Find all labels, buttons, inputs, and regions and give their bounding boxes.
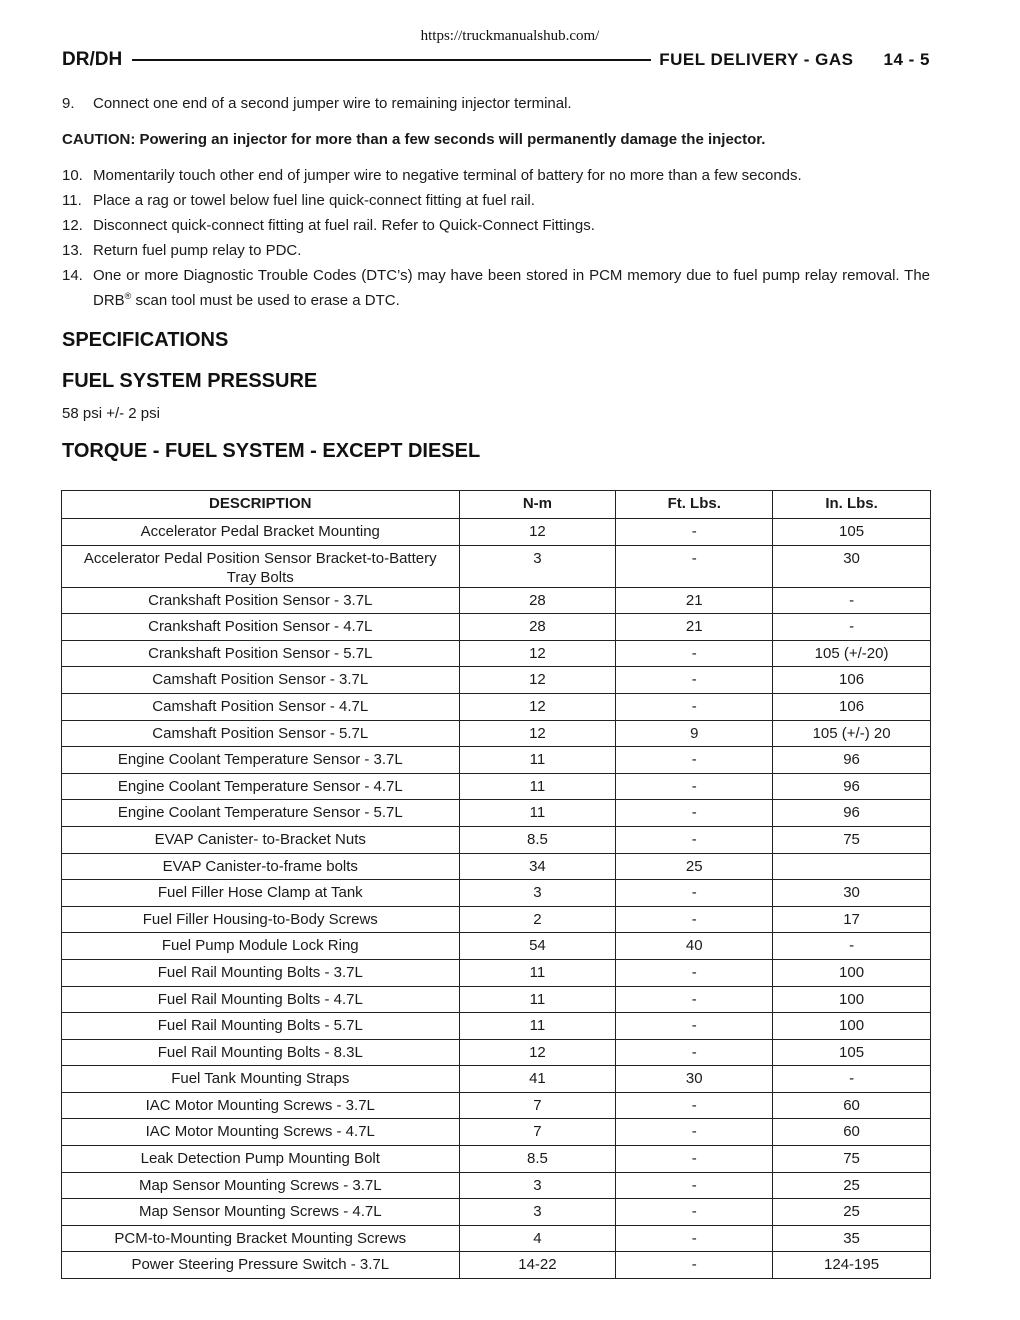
in-lbs-cell: 96	[773, 773, 931, 800]
in-lbs-cell: -	[773, 614, 931, 641]
description-cell: Fuel Tank Mounting Straps	[62, 1066, 460, 1093]
table-row	[62, 1225, 931, 1252]
nm-cell: 7	[459, 1119, 616, 1146]
in-lbs-cell: 100	[773, 1013, 931, 1040]
step-text-part: scan tool must be used to erase a DTC.	[131, 292, 400, 309]
in-lbs-cell: -	[773, 1066, 931, 1093]
description-cell: Accelerator Pedal Position Sensor Bracket-to-Battery Tray Bolts	[62, 545, 460, 587]
description-cell: Camshaft Position Sensor - 3.7L	[62, 667, 460, 694]
table-row	[62, 1119, 931, 1146]
nm-cell: 11	[459, 773, 616, 800]
step-text	[93, 266, 930, 311]
fuel-pressure-value: 58 psi +/- 2 psi	[62, 405, 160, 422]
description-cell: Map Sensor Mounting Screws - 3.7L	[62, 1172, 460, 1199]
ft-lbs-cell: 25	[616, 853, 773, 880]
section-title: FUEL DELIVERY - GAS	[659, 50, 854, 69]
table-row	[62, 853, 931, 880]
column-header-description: DESCRIPTION	[62, 491, 460, 519]
step-number: 11.	[62, 192, 82, 209]
in-lbs-cell: 17	[773, 906, 931, 933]
nm-cell: 11	[459, 986, 616, 1013]
registered-mark: ®	[124, 291, 132, 301]
in-lbs-cell: 100	[773, 986, 931, 1013]
table-row	[62, 959, 931, 986]
step-text-part: One or more Diagnostic Trouble Codes (DTC’s) may have been stored in PCM memory due to fuel pump relay removal. The DRB	[93, 267, 930, 309]
description-cell: Engine Coolant Temperature Sensor - 4.7L	[62, 773, 460, 800]
column-header-in-lbs: In. Lbs.	[773, 491, 931, 519]
in-lbs-cell: 105	[773, 1039, 931, 1066]
description-cell: EVAP Canister- to-Bracket Nuts	[62, 826, 460, 853]
ft-lbs-cell: -	[616, 1092, 773, 1119]
ft-lbs-cell: -	[616, 1119, 773, 1146]
table-row	[62, 1146, 931, 1173]
nm-cell: 7	[459, 1092, 616, 1119]
in-lbs-cell: 106	[773, 693, 931, 720]
step-text: Momentarily touch other end of jumper wire to negative terminal of battery for no more than a few seconds.	[93, 167, 802, 184]
table-row	[62, 720, 931, 747]
in-lbs-cell: 75	[773, 1146, 931, 1173]
ft-lbs-cell: -	[616, 693, 773, 720]
step-text: Connect one end of a second jumper wire to remaining injector terminal.	[93, 95, 572, 112]
step-11	[62, 191, 930, 211]
ft-lbs-cell: -	[616, 545, 773, 587]
table-row	[62, 519, 931, 546]
nm-cell: 12	[459, 667, 616, 694]
description-cell: Camshaft Position Sensor - 4.7L	[62, 693, 460, 720]
in-lbs-cell: -	[773, 587, 931, 614]
in-lbs-cell: 25	[773, 1172, 931, 1199]
description-cell: EVAP Canister-to-frame bolts	[62, 853, 460, 880]
in-lbs-cell: 30	[773, 545, 931, 587]
torque-spec-table	[61, 490, 931, 1279]
step-number: 14.	[62, 267, 83, 284]
table-header-row	[62, 491, 931, 519]
nm-cell: 11	[459, 800, 616, 827]
table-row	[62, 1039, 931, 1066]
nm-cell: 12	[459, 640, 616, 667]
description-cell: IAC Motor Mounting Screws - 3.7L	[62, 1092, 460, 1119]
nm-cell: 11	[459, 747, 616, 774]
nm-cell: 4	[459, 1225, 616, 1252]
nm-cell: 28	[459, 614, 616, 641]
table-row	[62, 1013, 931, 1040]
in-lbs-cell: -	[773, 933, 931, 960]
step-text: Place a rag or towel below fuel line quick-connect fitting at fuel rail.	[93, 192, 535, 209]
table-row	[62, 640, 931, 667]
nm-cell: 28	[459, 587, 616, 614]
ft-lbs-cell: 21	[616, 587, 773, 614]
description-cell: Fuel Pump Module Lock Ring	[62, 933, 460, 960]
ft-lbs-cell: -	[616, 959, 773, 986]
ft-lbs-cell: -	[616, 1146, 773, 1173]
nm-cell: 11	[459, 1013, 616, 1040]
nm-cell: 11	[459, 959, 616, 986]
description-cell: Fuel Rail Mounting Bolts - 4.7L	[62, 986, 460, 1013]
in-lbs-cell: 96	[773, 800, 931, 827]
ft-lbs-cell: -	[616, 519, 773, 546]
in-lbs-cell: 96	[773, 747, 931, 774]
table-row	[62, 1252, 931, 1279]
in-lbs-cell: 105 (+/-20)	[773, 640, 931, 667]
model-code: DR/DH	[62, 49, 123, 70]
description-cell: Engine Coolant Temperature Sensor - 5.7L	[62, 800, 460, 827]
table-row	[62, 773, 931, 800]
ft-lbs-cell: -	[616, 826, 773, 853]
table-row	[62, 1066, 931, 1093]
nm-cell: 3	[459, 1172, 616, 1199]
description-cell: Crankshaft Position Sensor - 3.7L	[62, 587, 460, 614]
column-header-nm: N-m	[459, 491, 616, 519]
page-number: 14 - 5	[883, 50, 930, 69]
description-cell: Engine Coolant Temperature Sensor - 3.7L	[62, 747, 460, 774]
description-cell: IAC Motor Mounting Screws - 4.7L	[62, 1119, 460, 1146]
step-text: Disconnect quick-connect fitting at fuel rail. Refer to Quick-Connect Fittings.	[93, 217, 595, 234]
table-body	[62, 519, 931, 1279]
ft-lbs-cell: -	[616, 640, 773, 667]
ft-lbs-cell: -	[616, 800, 773, 827]
page-header	[62, 47, 930, 73]
in-lbs-cell: 75	[773, 826, 931, 853]
ft-lbs-cell: -	[616, 1039, 773, 1066]
nm-cell: 12	[459, 693, 616, 720]
description-cell: Fuel Rail Mounting Bolts - 3.7L	[62, 959, 460, 986]
nm-cell: 14-22	[459, 1252, 616, 1279]
column-header-ft-lbs: Ft. Lbs.	[616, 491, 773, 519]
nm-cell: 3	[459, 545, 616, 587]
ft-lbs-cell: -	[616, 747, 773, 774]
description-cell: Fuel Filler Hose Clamp at Tank	[62, 880, 460, 907]
ft-lbs-cell: -	[616, 880, 773, 907]
in-lbs-cell: 100	[773, 959, 931, 986]
ft-lbs-cell: -	[616, 1199, 773, 1226]
step-10	[62, 166, 930, 186]
nm-cell: 12	[459, 720, 616, 747]
table-row	[62, 614, 931, 641]
description-cell: Map Sensor Mounting Screws - 4.7L	[62, 1199, 460, 1226]
ft-lbs-cell: -	[616, 1172, 773, 1199]
table-row	[62, 587, 931, 614]
nm-cell: 12	[459, 519, 616, 546]
caution-note: CAUTION: Powering an injector for more than a few seconds will permanently damage the injector.	[62, 131, 766, 148]
step-number: 9.	[62, 95, 75, 112]
table-row	[62, 545, 931, 587]
description-cell: Camshaft Position Sensor - 5.7L	[62, 720, 460, 747]
table-row	[62, 693, 931, 720]
in-lbs-cell: 124-195	[773, 1252, 931, 1279]
in-lbs-cell: 25	[773, 1199, 931, 1226]
step-number: 13.	[62, 242, 83, 259]
in-lbs-cell	[773, 853, 931, 880]
table-row	[62, 826, 931, 853]
table-row	[62, 986, 931, 1013]
nm-cell: 8.5	[459, 1146, 616, 1173]
source-url[interactable]: https://truckmanualshub.com/	[420, 28, 600, 44]
in-lbs-cell: 60	[773, 1119, 931, 1146]
table-row	[62, 1199, 931, 1226]
in-lbs-cell: 106	[773, 667, 931, 694]
nm-cell: 2	[459, 906, 616, 933]
table-row	[62, 800, 931, 827]
ft-lbs-cell: 9	[616, 720, 773, 747]
table-row	[62, 880, 931, 907]
step-text: Return fuel pump relay to PDC.	[93, 242, 302, 259]
ft-lbs-cell: -	[616, 667, 773, 694]
description-cell: Fuel Rail Mounting Bolts - 5.7L	[62, 1013, 460, 1040]
ft-lbs-cell: -	[616, 1225, 773, 1252]
nm-cell: 12	[459, 1039, 616, 1066]
specifications-heading: SPECIFICATIONS	[62, 329, 229, 351]
nm-cell: 41	[459, 1066, 616, 1093]
header-rule	[132, 59, 651, 61]
table-row	[62, 933, 931, 960]
table-row	[62, 1092, 931, 1119]
description-cell: Fuel Filler Housing-to-Body Screws	[62, 906, 460, 933]
step-12	[62, 216, 930, 236]
description-cell: Crankshaft Position Sensor - 4.7L	[62, 614, 460, 641]
in-lbs-cell: 35	[773, 1225, 931, 1252]
description-cell: Leak Detection Pump Mounting Bolt	[62, 1146, 460, 1173]
step-14	[62, 266, 930, 311]
description-cell: Fuel Rail Mounting Bolts - 8.3L	[62, 1039, 460, 1066]
ft-lbs-cell: -	[616, 1013, 773, 1040]
in-lbs-cell: 105 (+/-) 20	[773, 720, 931, 747]
step-9	[62, 94, 930, 114]
description-cell: Crankshaft Position Sensor - 5.7L	[62, 640, 460, 667]
table-row	[62, 667, 931, 694]
description-cell: Power Steering Pressure Switch - 3.7L	[62, 1252, 460, 1279]
step-number: 12.	[62, 217, 83, 234]
procedure-steps	[62, 94, 930, 316]
ft-lbs-cell: -	[616, 986, 773, 1013]
nm-cell: 34	[459, 853, 616, 880]
table-row	[62, 906, 931, 933]
in-lbs-cell: 60	[773, 1092, 931, 1119]
step-number: 10.	[62, 167, 83, 184]
table-row	[62, 747, 931, 774]
ft-lbs-cell: 21	[616, 614, 773, 641]
torque-heading: TORQUE - FUEL SYSTEM - EXCEPT DIESEL	[62, 440, 481, 462]
nm-cell: 8.5	[459, 826, 616, 853]
step-13	[62, 241, 930, 261]
description-cell: PCM-to-Mounting Bracket Mounting Screws	[62, 1225, 460, 1252]
nm-cell: 3	[459, 1199, 616, 1226]
ft-lbs-cell: 40	[616, 933, 773, 960]
nm-cell: 3	[459, 880, 616, 907]
ft-lbs-cell: 30	[616, 1066, 773, 1093]
in-lbs-cell: 105	[773, 519, 931, 546]
in-lbs-cell: 30	[773, 880, 931, 907]
ft-lbs-cell: -	[616, 773, 773, 800]
fuel-pressure-heading: FUEL SYSTEM PRESSURE	[62, 370, 318, 392]
table-row	[62, 1172, 931, 1199]
nm-cell: 54	[459, 933, 616, 960]
description-cell: Accelerator Pedal Bracket Mounting	[62, 519, 460, 546]
ft-lbs-cell: -	[616, 906, 773, 933]
ft-lbs-cell: -	[616, 1252, 773, 1279]
